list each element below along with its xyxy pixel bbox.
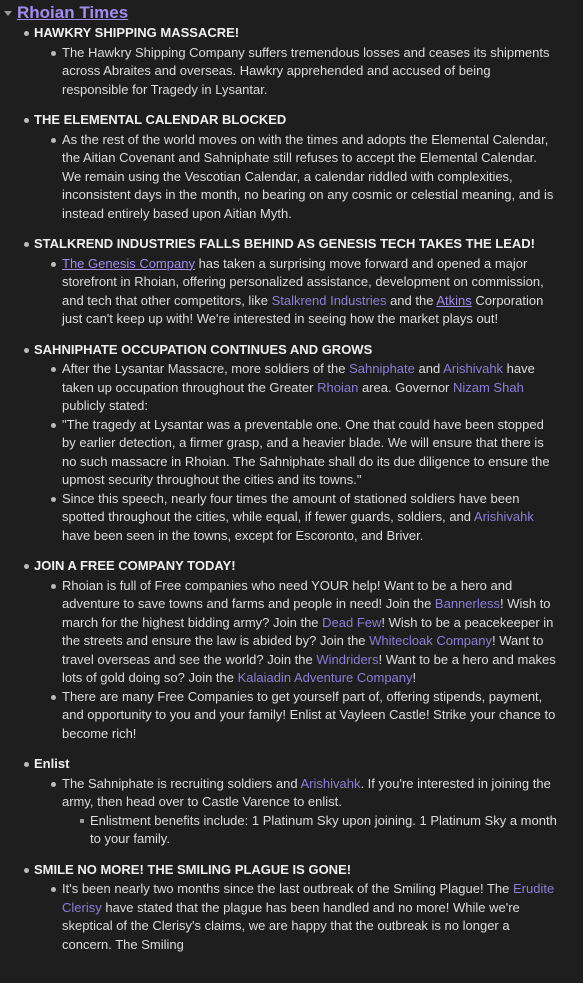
section-heading — [0, 341, 583, 360]
internal-link[interactable]: Arishivahk — [300, 775, 361, 791]
internal-link[interactable]: The Genesis Company — [62, 255, 195, 271]
internal-link[interactable]: Arishivahk — [443, 361, 504, 376]
internal-link[interactable]: Bannerless — [434, 596, 500, 611]
list-item — [0, 360, 583, 416]
bullet-dot-icon — [24, 118, 29, 123]
section-heading — [0, 111, 583, 130]
bullet-text: have stated that the plague has been handled and no more! While we're skeptical of the Clerisy's claims, we are happy that the outbreak is no longer a concern. The Smiling — [62, 899, 520, 952]
internal-link[interactable]: Nizam Shah — [452, 379, 524, 395]
section-heading — [0, 755, 583, 774]
bullet-text: It's been nearly two months since the last outbreak of the Smiling Plague! The — [62, 881, 513, 896]
bullet-text: ! Wish to march for the highest bidding army? Join the — [62, 596, 551, 630]
bullet-text: have taken up occupation throughout the Greater — [62, 361, 535, 395]
internal-link[interactable]: Rhoian — [317, 379, 359, 395]
bullet-text: publicly stated: — [62, 398, 148, 413]
bullet-dot-icon — [24, 31, 29, 36]
internal-link[interactable]: Atkins — [436, 292, 472, 308]
bullet-text: and the — [386, 292, 437, 308]
section-heading — [0, 861, 583, 880]
page-title-row — [0, 2, 583, 24]
bullet-dot-icon — [51, 262, 56, 267]
bullet-dot-icon — [51, 138, 56, 143]
bullet-dot-icon — [51, 423, 56, 428]
bullet-text: have been seen in the towns, except for Escoronto, and Briver. — [62, 527, 424, 543]
list-item — [0, 44, 583, 100]
internal-link[interactable]: Erudite Clerisy — [62, 881, 555, 915]
news-section — [0, 341, 583, 546]
bullet-dot-icon — [24, 564, 29, 569]
news-section — [0, 861, 583, 955]
list-item — [0, 880, 583, 954]
internal-link[interactable]: Whitecloak Company — [369, 633, 492, 648]
bullet-text: After the Lysantar Massacre, more soldiers of the — [62, 361, 350, 376]
bullet-text: . If you're interested in joining the army, then head over to Castle Varence to enlist. — [62, 775, 551, 809]
bullet-text: The Hawkry Shipping Company suffers tremendous losses and ceases its shipments across Abraites and overseas. Hawkry apprehended and accused of being responsible for Tragedy in Lysantar. — [62, 44, 550, 97]
bullet-text: Rhoian is full of Free companies who need YOUR help! Want to be a hero and adventure to save towns and farms and people in need! Join the — [62, 577, 513, 611]
news-section — [0, 111, 583, 223]
list-item — [0, 131, 583, 224]
bullet-dot-icon — [51, 497, 56, 502]
list-item — [0, 775, 583, 812]
bullet-dot-icon — [51, 367, 56, 372]
internal-link[interactable]: Stalkrend Industries — [271, 292, 387, 308]
news-section — [0, 24, 583, 99]
section-heading — [0, 24, 583, 43]
section-heading-text: SAHNIPHATE OCCUPATION CONTINUES AND GROWS — [34, 341, 373, 357]
bullet-text: ! — [412, 670, 417, 685]
bullet-dot-icon — [51, 695, 56, 700]
internal-link[interactable]: Kalaiadin Adventure Company — [237, 670, 413, 685]
section-heading — [0, 235, 583, 254]
bullet-dot-icon — [51, 782, 56, 787]
bullet-text: Corporation just can't keep up with! We're interested in seeing how the market plays out! — [62, 292, 544, 326]
bullet-text: area. Governor — [358, 379, 453, 395]
bullet-text: ! Want to be a hero and makes lots of gold doing so? Join the — [62, 651, 556, 685]
internal-link[interactable]: Arishivahk — [473, 509, 534, 524]
list-item — [0, 490, 583, 546]
list-item — [0, 688, 583, 744]
bullet-text: Since this speech, nearly four times the amount of stationed soldiers have been spotted throughout the cities, while equal, if fewer guards, soldiers, and — [62, 490, 520, 524]
section-heading-text: HAWKRY SHIPPING MASSACRE! — [34, 25, 240, 40]
news-section — [0, 557, 583, 743]
bullet-text: ! Wish to be a peacekeeper in the streets and ensure the law is abided by? Join the — [62, 614, 554, 648]
bullet-dot-icon — [80, 819, 84, 823]
bullet-text: Enlistment benefits include: 1 Platinum Sky upon joining. 1 Platinum Sky a month to your family. — [90, 812, 557, 846]
bullet-dot-icon — [51, 51, 56, 56]
section-heading-text: THE ELEMENTAL CALENDAR BLOCKED — [34, 112, 287, 127]
bullet-text: "The tragedy at Lysantar was a preventable one. One that could have been stopped by earlier detection, a firmer grasp, and a heavier blade. We will ensure that there is no such massacre in Rhoian. The Sahniphate shall do its due diligence to ensure the upmost security throughout the cities and its towns." — [62, 416, 550, 487]
section-heading-text: STALKREND INDUSTRIES FALLS BEHIND AS GENESIS TECH TAKES THE LEAD! — [34, 236, 536, 251]
page-title[interactable]: Rhoian Times — [17, 3, 129, 22]
internal-link[interactable]: Windriders — [316, 651, 379, 667]
list-item — [0, 416, 583, 490]
news-section — [0, 235, 583, 329]
section-heading-text: SMILE NO MORE! THE SMILING PLAGUE IS GONE! — [34, 861, 352, 877]
list-item — [0, 577, 583, 688]
nested-list-item — [0, 812, 583, 849]
section-heading-text: JOIN A FREE COMPANY TODAY! — [34, 558, 236, 573]
news-section — [0, 755, 583, 849]
section-heading — [0, 557, 583, 576]
internal-link[interactable]: Dead Few — [322, 614, 382, 630]
bullet-dot-icon — [24, 242, 29, 247]
bullet-text: As the rest of the world moves on with the times and adopts the Elemental Calendar, the Aitian Covenant and Sahniphate still refuses to accept the Elemental Calendar. We remain using the Vescotian Calendar, a calendar riddled with complexities, inconsistent days in the month, no bearing on any cosmic or celestial meaning, and is instead entirely based upon Aitian Myth. — [62, 131, 554, 221]
section-heading-text: Enlist — [34, 756, 70, 771]
bullet-dot-icon — [24, 868, 29, 873]
bullet-dot-icon — [51, 584, 56, 589]
notes-content — [0, 24, 583, 966]
bullet-text: There are many Free Companies to get yourself part of, offering stipends, payment, and opportunity to you and your family! Enlist at Vayleen Castle! Strike your chance to become rich! — [62, 688, 556, 741]
bullet-text: ! Want to travel overseas and see the world? Join the — [62, 633, 544, 667]
bullet-dot-icon — [24, 762, 29, 767]
bullet-dot-icon — [51, 887, 56, 892]
bullet-text: has taken a surprising move forward and opened a major storefront in Rhoian, offering personalized assistance, development on commission, and tech that other competitors, like — [62, 255, 544, 308]
internal-link[interactable]: Sahniphate — [349, 361, 415, 376]
bullet-text: and — [414, 361, 444, 376]
list-item — [0, 255, 583, 329]
collapse-chevron-icon[interactable] — [4, 11, 12, 16]
bullet-dot-icon — [24, 348, 29, 353]
bullet-text: The Sahniphate is recruiting soldiers and — [62, 775, 301, 791]
